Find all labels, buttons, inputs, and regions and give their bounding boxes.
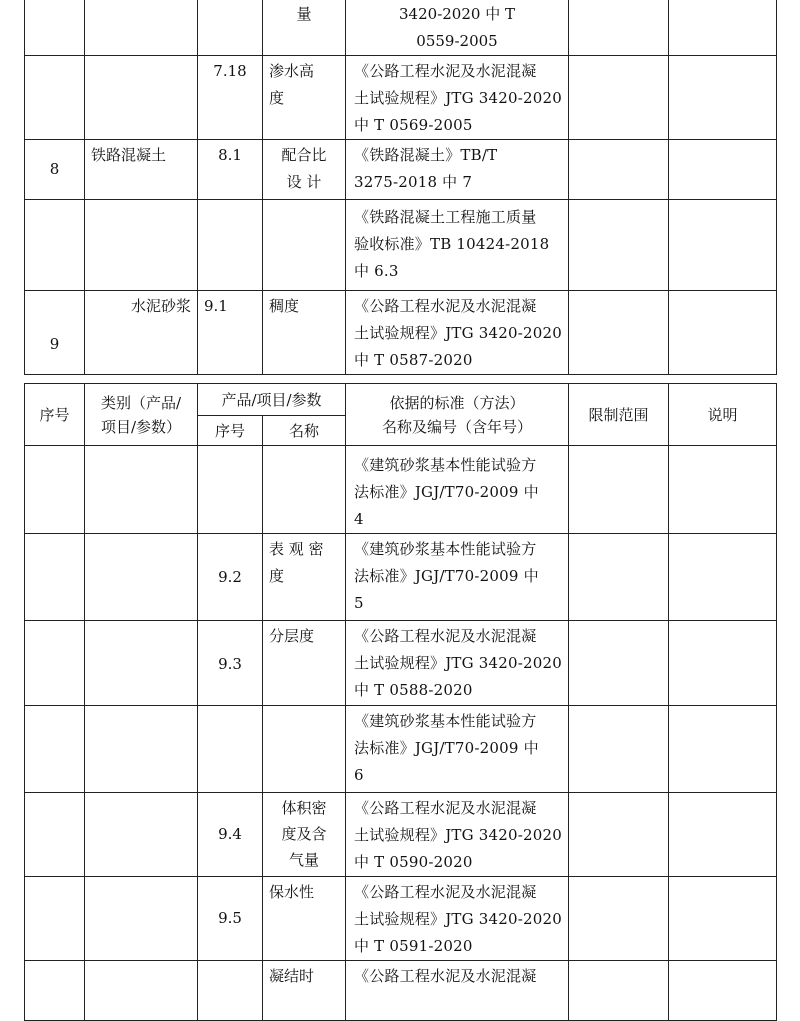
sub-no: 8.1 — [218, 146, 242, 164]
category-cell — [85, 621, 198, 706]
header-note-label: 说明 — [707, 405, 738, 424]
header-category — [85, 384, 198, 446]
standard-line: 0559-2005 — [416, 32, 498, 50]
seq-cell — [25, 621, 85, 706]
category-cell — [85, 446, 198, 534]
item-name-cell — [263, 56, 346, 140]
sub-no: 9.1 — [204, 297, 228, 315]
table-row — [25, 0, 777, 56]
item-name-line: 体积密 — [281, 799, 327, 817]
category-cell — [85, 534, 198, 621]
sub-no-cell — [198, 793, 263, 877]
standard-line: 《公路工程水泥及水泥混凝 — [354, 799, 537, 817]
note-cell — [669, 534, 777, 621]
sub-no-cell — [198, 621, 263, 706]
standard-line: 6 — [354, 766, 364, 784]
item-name-line: 渗水高 — [269, 62, 315, 80]
standard-line: 《公路工程水泥及水泥混凝 — [354, 967, 537, 985]
header-limit — [569, 384, 669, 446]
item-name-cell — [263, 706, 346, 793]
sub-no-cell — [198, 446, 263, 534]
header-seq — [25, 384, 85, 446]
lower-table — [24, 383, 777, 1021]
limit-cell — [569, 0, 669, 56]
standard-line: 5 — [354, 594, 364, 612]
standard-line: 中 T 0590-2020 — [354, 853, 473, 871]
header-standard-line: 依据的标准（方法） — [389, 393, 525, 412]
item-name: 保水性 — [269, 883, 315, 901]
note-cell — [669, 56, 777, 140]
item-name-cell — [263, 961, 346, 1021]
standard-line: 土试验规程》JTG 3420-2020 — [354, 324, 562, 342]
seq-cell — [25, 0, 85, 56]
standard-cell — [346, 961, 569, 1021]
standard-cell — [346, 291, 569, 375]
standard-cell — [346, 534, 569, 621]
limit-cell — [569, 877, 669, 961]
standard-line: 《公路工程水泥及水泥混凝 — [354, 297, 537, 315]
header-sub-name-label: 名称 — [289, 421, 320, 440]
standard-line: 法标准》JGJ/T70-2009 中 — [354, 483, 539, 501]
seq-cell — [25, 200, 85, 291]
sub-no-cell — [198, 56, 263, 140]
item-name: 稠度 — [269, 297, 300, 315]
note-cell — [669, 291, 777, 375]
note-cell — [669, 877, 777, 961]
seq-cell — [25, 291, 85, 375]
limit-cell — [569, 200, 669, 291]
limit-cell — [569, 56, 669, 140]
category-cell — [85, 200, 198, 291]
limit-cell — [569, 446, 669, 534]
standard-line: 土试验规程》JTG 3420-2020 — [354, 89, 562, 107]
seq-number: 8 — [49, 160, 60, 178]
standard-cell — [346, 140, 569, 200]
seq-cell — [25, 534, 85, 621]
sub-no-cell — [198, 200, 263, 291]
header-seq-label: 序号 — [39, 405, 70, 424]
standard-line: 中 6.3 — [354, 262, 399, 280]
item-name-line: 度 — [269, 89, 285, 107]
category-cell — [85, 706, 198, 793]
standard-cell — [346, 793, 569, 877]
table-row — [25, 534, 777, 621]
standard-line: 中 T 0587-2020 — [354, 351, 473, 369]
item-name-cell — [263, 200, 346, 291]
limit-cell — [569, 621, 669, 706]
standard-line: 《公路工程水泥及水泥混凝 — [354, 62, 537, 80]
seq-cell — [25, 961, 85, 1021]
limit-cell — [569, 793, 669, 877]
note-cell — [669, 200, 777, 291]
table-row — [25, 200, 777, 291]
header-sub-name — [263, 416, 346, 446]
seq-cell — [25, 56, 85, 140]
header-sub-seq — [198, 416, 263, 446]
standard-line: 中 T 0588-2020 — [354, 681, 473, 699]
note-cell — [669, 706, 777, 793]
item-name: 凝结时 — [269, 967, 315, 985]
item-name-cell — [263, 793, 346, 877]
seq-cell — [25, 877, 85, 961]
seq-cell — [25, 446, 85, 534]
category-cell — [85, 0, 198, 56]
seq-number: 9 — [49, 335, 60, 353]
sub-no: 9.5 — [218, 909, 242, 927]
note-cell — [669, 446, 777, 534]
item-name-line: 配合比 — [281, 146, 327, 164]
limit-cell — [569, 291, 669, 375]
sub-no-cell — [198, 140, 263, 200]
header-note — [669, 384, 777, 446]
item-name-line: 气量 — [289, 851, 320, 869]
standard-line: 《公路工程水泥及水泥混凝 — [354, 883, 537, 901]
note-cell — [669, 140, 777, 200]
category-cell — [85, 56, 198, 140]
table-row — [25, 621, 777, 706]
seq-cell — [25, 140, 85, 200]
category-cell — [85, 291, 198, 375]
sub-no-cell — [198, 961, 263, 1021]
standard-line: 《建筑砂浆基本性能试验方 — [354, 712, 537, 730]
item-name-cell — [263, 534, 346, 621]
limit-cell — [569, 706, 669, 793]
table-row — [25, 706, 777, 793]
standard-cell — [346, 446, 569, 534]
standard-line: 4 — [354, 510, 364, 528]
sub-no: 7.18 — [213, 62, 247, 80]
upper-table — [24, 0, 777, 375]
header-row — [25, 384, 777, 416]
category-name: 铁路混凝土 — [91, 146, 167, 164]
standard-cell — [346, 56, 569, 140]
header-category-line: 项目/参数） — [100, 417, 182, 436]
seq-cell — [25, 706, 85, 793]
standard-line: 3420-2020 中 T — [399, 5, 515, 23]
standard-cell — [346, 706, 569, 793]
category-cell — [85, 793, 198, 877]
sub-no-cell — [198, 877, 263, 961]
item-name-cell — [263, 877, 346, 961]
header-sub-seq-label: 序号 — [214, 421, 245, 440]
category-cell — [85, 877, 198, 961]
table-row — [25, 56, 777, 140]
standard-line: 《铁路混凝土工程施工质量 — [354, 208, 537, 226]
standard-line: 法标准》JGJ/T70-2009 中 — [354, 739, 539, 757]
header-group-label: 产品/项目/参数 — [221, 390, 322, 409]
note-cell — [669, 961, 777, 1021]
standard-line: 法标准》JGJ/T70-2009 中 — [354, 567, 539, 585]
header-standard-line: 名称及编号（含年号） — [382, 417, 533, 436]
item-name: 量 — [296, 5, 312, 23]
category-name: 水泥砂浆 — [130, 297, 191, 315]
sub-no: 9.3 — [218, 655, 242, 673]
sub-no-cell — [198, 291, 263, 375]
table-row — [25, 961, 777, 1021]
sub-no-cell — [198, 534, 263, 621]
item-name-cell — [263, 446, 346, 534]
item-name-line: 设 计 — [286, 173, 322, 191]
standard-line: 《建筑砂浆基本性能试验方 — [354, 540, 537, 558]
standard-line: 《铁路混凝土》TB/T — [354, 146, 498, 164]
header-limit-label: 限制范围 — [588, 405, 649, 424]
standard-line: 土试验规程》JTG 3420-2020 — [354, 910, 563, 928]
limit-cell — [569, 534, 669, 621]
header-standard — [346, 384, 569, 446]
standard-line: 《建筑砂浆基本性能试验方 — [354, 456, 537, 474]
standard-line: 土试验规程》JTG 3420-2020 — [354, 654, 563, 672]
standard-line: 中 T 0569-2005 — [354, 116, 473, 134]
category-cell — [85, 961, 198, 1021]
seq-cell — [25, 793, 85, 877]
standard-line: 验收标准》TB 10424-2018 — [354, 235, 550, 253]
item-name-line: 表 观 密 — [269, 540, 324, 558]
standard-cell — [346, 621, 569, 706]
table-row — [25, 140, 777, 200]
table-row — [25, 793, 777, 877]
note-cell — [669, 621, 777, 706]
sub-no-cell — [198, 0, 263, 56]
limit-cell — [569, 961, 669, 1021]
table-row — [25, 877, 777, 961]
standard-cell — [346, 877, 569, 961]
standard-cell — [346, 0, 569, 56]
item-name-line: 度 — [269, 567, 285, 585]
sub-no: 9.4 — [218, 825, 242, 843]
item-name-cell — [263, 621, 346, 706]
item-name-cell — [263, 140, 346, 200]
limit-cell — [569, 140, 669, 200]
standard-cell — [346, 200, 569, 291]
item-name-cell — [263, 0, 346, 56]
table-row — [25, 291, 777, 375]
sub-no: 9.2 — [218, 567, 242, 586]
standard-line: 《公路工程水泥及水泥混凝 — [354, 627, 537, 645]
category-cell — [85, 140, 198, 200]
standard-line: 土试验规程》JTG 3420-2020 — [354, 826, 563, 844]
header-category-line: 类别（产品/ — [100, 393, 182, 412]
item-name: 分层度 — [269, 627, 315, 645]
note-cell — [669, 793, 777, 877]
item-name-cell — [263, 291, 346, 375]
sub-no-cell — [198, 706, 263, 793]
table-row — [25, 446, 777, 534]
item-name-line: 度及含 — [281, 825, 327, 843]
note-cell — [669, 0, 777, 56]
standard-line: 中 T 0591-2020 — [354, 937, 473, 955]
header-group — [198, 384, 346, 416]
standard-line: 3275-2018 中 7 — [354, 173, 473, 191]
